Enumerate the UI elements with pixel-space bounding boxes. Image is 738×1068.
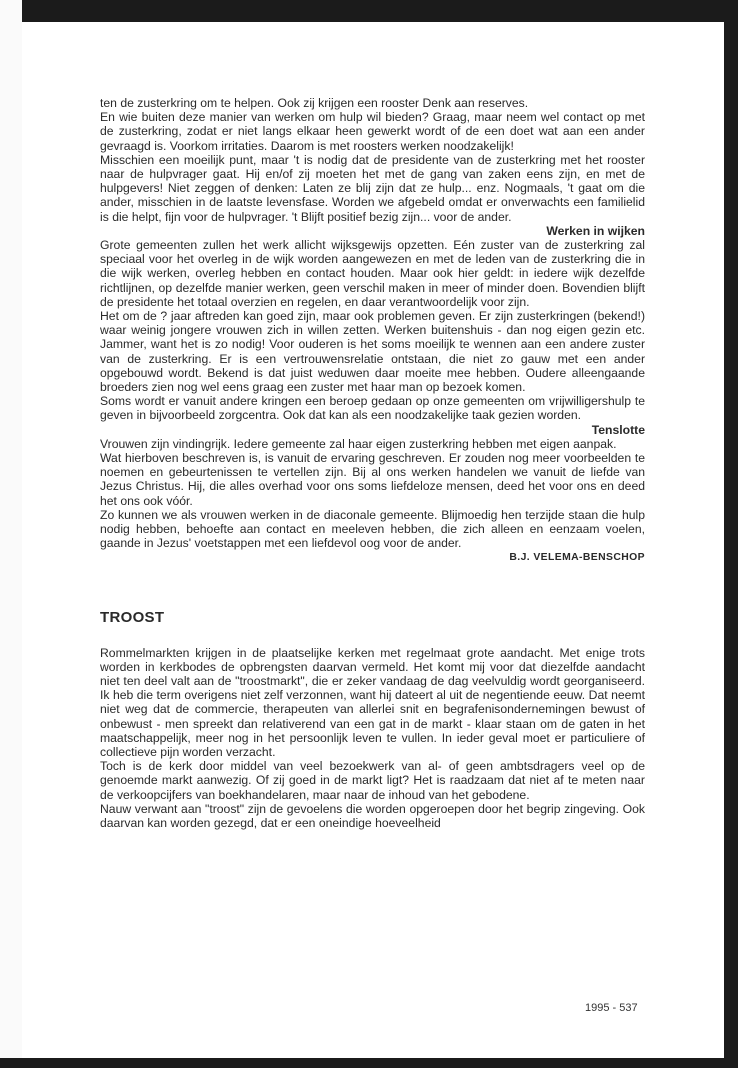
paragraph: Het om de ? jaar aftreden kan goed zijn, maar ook problemen geven. Er zijn zusterkringen (bekend!) waar weinig jongere vrouwen zich in willen zetten. Werken buitenshuis - dan nog eigen gezin etc. Jammer, want het is zo nodig! Voor ouderen is het soms moeilijk te wennen aan een andere zuster van de zusterkring. Er is een vertrouwensrelatie ontstaan, die niet zo gauw met een ander opgebouwd wordt. Bekend is dat juist weduwen daar moeite mee hebben. Oudere alleengaande broeders zien nog wel eens graag een zuster met haar man op bezoek komen. [100, 309, 645, 395]
author-signature: B.J. VELEMA-BENSCHOP [509, 551, 645, 563]
paragraph: Wat hierboven beschreven is, is vanuit de ervaring geschreven. Er zouden nog meer voorbeelden te noemen en gebeurtenissen te vertellen zijn. Bij al ons werken handelen we vanuit de liefde van Jezus Christus. Hij, die alles overhad voor ons soms liefdeloze mensen, deed het voor ons en deed het ons ook vóór. [100, 451, 645, 508]
section-heading-tenslotte: Tenslotte [591, 422, 645, 437]
paragraph: ten de zusterkring om te helpen. Ook zij krijgen een rooster Denk aan reserves. [100, 96, 529, 110]
page-body [100, 96, 645, 830]
paragraph: Toch is de kerk door middel van veel bezoekwerk van al- of geen ambtsdragers veel op de genoemde markt aanwezig. Of zij goed in de markt ligt? Het is raadzaam dat niet af te meten naar de verkoopcijfers van boekhandelaren, maar naar de inhoud van het gebodene. [100, 759, 645, 802]
paragraph: Nauw verwant aan "troost" zijn de gevoelens die worden opgeroepen door het begrip zingeving. Ook daarvan kan worden gezegd, dat er een oneindige hoeveelheid [100, 801, 645, 830]
scan-border-bottom [0, 1058, 738, 1068]
paragraph: Vrouwen zijn vindingrijk. Iedere gemeente zal haar eigen zusterkring hebben met eigen aanpak. [100, 436, 617, 451]
section-heading-werken-in-wijken: Werken in wijken [546, 223, 645, 238]
page-number: 1995 - 537 [585, 1002, 638, 1014]
article-title-troost: TROOST [100, 608, 165, 626]
scan-border-top [0, 0, 738, 22]
paragraph: Rommelmarkten krijgen in de plaatselijke kerken met regelmaat grote aandacht. Met enige trots worden in kerkbodes de opbrengsten daarvan vermeld. Het komt mij voor dat diezelfde aandacht niet ten deel valt aan de "troostmarkt", die er zeker vandaag de dag veelvuldig wordt georganiseerd. Ik heb die term overigens niet zelf verzonnen, want hij dateert al uit de negentiende eeuw. Dat neemt niet weg dat de commercie, therapeuten van allerlei snit en begrafenisondernemingen bewust of onbewust - men spreekt dan relativerend van een gat in de markt - klaar staan om de gaten in het maatschappelijk, meer nog in het persoonlijk leven te vullen. In ieder geval moet er particuliere of collectieve pijn worden verzacht. [100, 645, 645, 759]
paragraph: Misschien een moeilijk punt, maar 't is nodig dat de presidente van de zusterkring met het rooster naar de hulpvrager gaat. Hij en/of zij moeten het met de gang van zaken eens zijn, en met de hulpgevers! Niet zeggen of denken: Laten ze blij zijn dat ze hulp... enz. Nogmaals, 't gaat om die ander, misschien in de laatste levensfase. Worden we afgebeld omdat er onverwachts een familielid is die helpt, fijn voor de hulpvrager. 't Blijft positief bezig zijn... voor de ander. [100, 152, 645, 224]
scan-border-right [724, 0, 738, 1068]
scan-border-left [0, 0, 22, 1068]
paragraph: Soms wordt er vanuit andere kringen een beroep gedaan op onze gemeenten om vrijwilligershulp te geven in bijvoorbeeld zorgcentra. Ook dat kan als een noodzakelijke taak gezien worden. [100, 394, 645, 423]
paragraph: En wie buiten deze manier van werken om hulp wil bieden? Graag, maar neem wel contact op met de zusterkring, zodat er niet langs elkaar heen gewerkt wordt of de een doet wat aan een ander gevraagd is. Voorkom irritaties. Daarom is met roosters werken noodzakelijk! [100, 110, 645, 153]
paragraph: Zo kunnen we als vrouwen werken in de diaconale gemeente. Blijmoedig hen terzijde staan die hulp nodig hebben, behoefte aan contact en meeleven hebben, die zich alleen en eenzaam voelen, gaande in Jezus' voetstappen met een liefdevol oog voor de ander. [100, 507, 645, 551]
paragraph: Grote gemeenten zullen het werk allicht wijksgewijs opzetten. Eén zuster van de zusterkring zal speciaal voor het overleg in de wijk worden aangewezen en met de leden van de zusterkring die in die wijk werken, overleg hebben en contact houden. Maar ook hier geldt: in iedere wijk dezelfde richtlijnen, op dezelfde manier werken, geen verschil maken in meer of minder doen. Bovendien blijft de presidente het totaal overzien en regelen, en daar verantwoordelijk voor zijn. [100, 238, 645, 309]
